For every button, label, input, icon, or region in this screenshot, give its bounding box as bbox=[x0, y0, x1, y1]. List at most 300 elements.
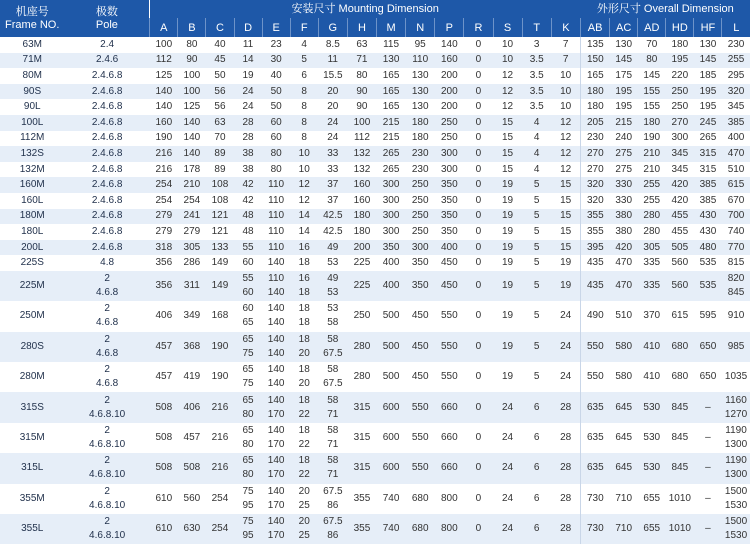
value-cell-c: 45 bbox=[206, 53, 234, 69]
value-cell-l: 815 bbox=[722, 255, 750, 271]
value-cell-e bbox=[262, 301, 290, 331]
value-cell-f: 8 bbox=[290, 115, 318, 131]
value-cell-m: 300 bbox=[377, 193, 406, 209]
value-cell-d-line: 65 bbox=[242, 394, 254, 406]
value-cell-m: 300 bbox=[377, 209, 406, 225]
value-cell-h: 315 bbox=[347, 423, 376, 453]
value-cell-k: 28 bbox=[551, 392, 580, 422]
value-cell-g bbox=[318, 362, 347, 392]
value-cell-b: 349 bbox=[178, 301, 206, 331]
table-row bbox=[0, 115, 750, 131]
value-cell-d bbox=[234, 271, 262, 301]
pole-cell-line: 4.6.8 bbox=[96, 287, 119, 299]
value-cell-p: 800 bbox=[435, 514, 464, 544]
value-cell-a: 279 bbox=[150, 209, 178, 225]
value-cell-m: 165 bbox=[377, 68, 406, 84]
frame-cell: 280S bbox=[0, 332, 64, 362]
value-cell-t: 5 bbox=[522, 362, 551, 392]
value-cell-l bbox=[722, 423, 750, 453]
value-cell-g-line: 67.5 bbox=[323, 516, 343, 528]
value-cell-h: 355 bbox=[347, 514, 376, 544]
value-cell-g bbox=[318, 332, 347, 362]
value-cell-f-line: 22 bbox=[298, 439, 310, 451]
value-cell-f-line: 22 bbox=[298, 469, 310, 481]
value-cell-g-line: 58 bbox=[327, 394, 339, 406]
value-cell-a: 610 bbox=[150, 484, 178, 514]
value-cell-s: 15 bbox=[493, 162, 522, 178]
value-cell-a: 508 bbox=[150, 453, 178, 483]
value-cell-n: 130 bbox=[406, 68, 435, 84]
value-cell-f-line: 18 bbox=[298, 333, 310, 345]
value-cell-l-line: 1300 bbox=[724, 439, 748, 451]
value-cell-r: 0 bbox=[464, 271, 493, 301]
value-cell-d-line: 65 bbox=[242, 455, 254, 467]
value-cell-e-line: 170 bbox=[267, 408, 285, 420]
value-cell-e: 50 bbox=[262, 99, 290, 115]
value-cell-g-line: 58 bbox=[327, 455, 339, 467]
value-cell-c: 121 bbox=[206, 209, 234, 225]
value-cell-ac: 195 bbox=[610, 99, 638, 115]
value-cell-f bbox=[290, 423, 318, 453]
value-cell-b: 140 bbox=[178, 115, 206, 131]
value-cell-d: 42 bbox=[234, 177, 262, 193]
value-cell-r: 0 bbox=[464, 301, 493, 331]
pole-cell: 2.4.6.8 bbox=[64, 115, 149, 131]
value-cell-f: 8 bbox=[290, 99, 318, 115]
value-cell-h: 315 bbox=[347, 392, 376, 422]
value-cell-m: 165 bbox=[377, 99, 406, 115]
pole-header-cn: 极数 bbox=[95, 5, 118, 18]
value-cell-b: 80 bbox=[178, 37, 206, 53]
value-cell-ac: 195 bbox=[610, 84, 638, 100]
value-cell-n: 180 bbox=[406, 115, 435, 131]
value-cell-ad: 155 bbox=[638, 99, 666, 115]
frame-cell: 132S bbox=[0, 146, 64, 162]
value-cell-e: 110 bbox=[262, 209, 290, 225]
value-cell-l bbox=[722, 392, 750, 422]
value-cell-b: 286 bbox=[178, 255, 206, 271]
value-cell-r: 0 bbox=[464, 423, 493, 453]
value-cell-r: 0 bbox=[464, 193, 493, 209]
value-cell-ad: 410 bbox=[638, 332, 666, 362]
value-cell-ac: 380 bbox=[610, 209, 638, 225]
value-cell-c: 108 bbox=[206, 177, 234, 193]
value-cell-g: 49 bbox=[318, 240, 347, 256]
pole-cell-line: 4.6.8.10 bbox=[89, 408, 126, 420]
value-cell-s: 12 bbox=[493, 84, 522, 100]
mounting-dimension-title: 安装尺寸 Mounting Dimension bbox=[150, 0, 581, 18]
value-cell-f-line: 18 bbox=[298, 455, 310, 467]
value-cell-r: 0 bbox=[464, 68, 493, 84]
table-row bbox=[0, 37, 750, 53]
value-cell-g-line: 71 bbox=[327, 439, 339, 451]
value-cell-hf: 195 bbox=[694, 84, 722, 100]
value-cell-k: 24 bbox=[551, 301, 580, 331]
value-cell-m: 300 bbox=[377, 177, 406, 193]
value-cell-b: 508 bbox=[178, 453, 206, 483]
value-cell-d: 28 bbox=[234, 115, 262, 131]
value-cell-b: 140 bbox=[178, 131, 206, 147]
value-cell-r: 0 bbox=[464, 332, 493, 362]
frame-cell: 200L bbox=[0, 240, 64, 256]
value-cell-d-line: 80 bbox=[242, 469, 254, 481]
value-cell-g-line: 67.5 bbox=[323, 347, 343, 359]
value-cell-hd: 220 bbox=[666, 68, 694, 84]
value-cell-n: 250 bbox=[406, 177, 435, 193]
frame-cell: 132M bbox=[0, 162, 64, 178]
table-row bbox=[0, 131, 750, 147]
value-cell-c: 121 bbox=[206, 224, 234, 240]
value-cell-e bbox=[262, 423, 290, 453]
value-cell-e-line: 140 bbox=[267, 425, 285, 437]
value-cell-l: 470 bbox=[722, 146, 750, 162]
value-cell-l-line: 1300 bbox=[724, 469, 748, 481]
value-cell-p: 140 bbox=[435, 37, 464, 53]
value-cell-ab: 320 bbox=[581, 193, 610, 209]
value-cell-t: 4 bbox=[522, 162, 551, 178]
value-cell-h: 225 bbox=[347, 271, 376, 301]
value-cell-k: 19 bbox=[551, 271, 580, 301]
value-cell-g bbox=[318, 301, 347, 331]
value-cell-p: 160 bbox=[435, 53, 464, 69]
value-cell-d-line: 65 bbox=[242, 364, 254, 376]
value-cell-c: 56 bbox=[206, 84, 234, 100]
table-row bbox=[0, 53, 750, 69]
value-cell-l bbox=[722, 514, 750, 544]
value-cell-hf: 535 bbox=[694, 271, 722, 301]
value-cell-e-line: 140 bbox=[267, 317, 285, 329]
value-cell-hf: 195 bbox=[694, 99, 722, 115]
value-cell-g: 8.5 bbox=[318, 37, 347, 53]
pole-cell-line: 2 bbox=[104, 516, 110, 528]
frame-cell: 160L bbox=[0, 193, 64, 209]
value-cell-b: 90 bbox=[178, 53, 206, 69]
value-cell-l: 1035 bbox=[722, 362, 750, 392]
value-cell-l-line: 1530 bbox=[724, 530, 748, 542]
column-header-ab: AB bbox=[581, 18, 610, 37]
value-cell-f-line: 25 bbox=[298, 530, 310, 542]
value-cell-m: 500 bbox=[377, 332, 406, 362]
value-cell-d bbox=[234, 514, 262, 544]
value-cell-k: 15 bbox=[551, 224, 580, 240]
value-cell-f bbox=[290, 392, 318, 422]
value-cell-f: 12 bbox=[290, 193, 318, 209]
value-cell-a: 254 bbox=[150, 177, 178, 193]
value-cell-h: 90 bbox=[347, 99, 376, 115]
pole-cell: 4.8 bbox=[64, 255, 149, 271]
frame-cell: 355L bbox=[0, 514, 64, 544]
value-cell-ab: 270 bbox=[581, 146, 610, 162]
table-row bbox=[0, 224, 750, 240]
frame-cell: 250M bbox=[0, 301, 64, 331]
value-cell-d bbox=[234, 362, 262, 392]
table-row bbox=[0, 193, 750, 209]
table-row bbox=[0, 209, 750, 225]
value-cell-f-line: 25 bbox=[298, 499, 310, 511]
value-cell-g bbox=[318, 453, 347, 483]
value-cell-t: 4 bbox=[522, 115, 551, 131]
value-cell-ac: 380 bbox=[610, 224, 638, 240]
value-cell-s: 19 bbox=[493, 301, 522, 331]
frame-cell: 315S bbox=[0, 392, 64, 422]
value-cell-g-line: 53 bbox=[327, 287, 339, 299]
pole-header-en: Pole bbox=[95, 18, 118, 31]
value-cell-g: 24 bbox=[318, 115, 347, 131]
value-cell-n: 230 bbox=[406, 146, 435, 162]
table-row bbox=[0, 255, 750, 271]
value-cell-d: 14 bbox=[234, 53, 262, 69]
value-cell-ab: 730 bbox=[581, 514, 610, 544]
value-cell-r: 0 bbox=[464, 162, 493, 178]
value-cell-l: 385 bbox=[722, 115, 750, 131]
value-cell-h: 280 bbox=[347, 332, 376, 362]
value-cell-d bbox=[234, 332, 262, 362]
value-cell-t: 5 bbox=[522, 224, 551, 240]
value-cell-g: 37 bbox=[318, 177, 347, 193]
value-cell-hd: 250 bbox=[666, 99, 694, 115]
value-cell-ad: 145 bbox=[638, 68, 666, 84]
value-cell-s: 19 bbox=[493, 255, 522, 271]
value-cell-e: 80 bbox=[262, 162, 290, 178]
pole-cell: 2.4.6.8 bbox=[64, 162, 149, 178]
value-cell-d-line: 75 bbox=[242, 485, 254, 497]
table-row bbox=[0, 301, 750, 331]
value-cell-ab: 205 bbox=[581, 115, 610, 131]
value-cell-h: 112 bbox=[347, 131, 376, 147]
value-cell-hf: – bbox=[694, 392, 722, 422]
value-cell-ac: 580 bbox=[610, 362, 638, 392]
value-cell-e-line: 140 bbox=[267, 378, 285, 390]
value-cell-ab: 550 bbox=[581, 362, 610, 392]
value-cell-b: 368 bbox=[178, 332, 206, 362]
value-cell-a: 406 bbox=[150, 301, 178, 331]
value-cell-e-line: 140 bbox=[267, 364, 285, 376]
value-cell-f: 12 bbox=[290, 177, 318, 193]
value-cell-r: 0 bbox=[464, 99, 493, 115]
pole-cell-line: 2 bbox=[104, 273, 110, 285]
value-cell-ad: 210 bbox=[638, 146, 666, 162]
value-cell-ad: 655 bbox=[638, 514, 666, 544]
column-header-a: A bbox=[150, 18, 178, 37]
value-cell-l: 910 bbox=[722, 301, 750, 331]
value-cell-a: 279 bbox=[150, 224, 178, 240]
value-cell-hf: 480 bbox=[694, 240, 722, 256]
value-cell-hd: 560 bbox=[666, 255, 694, 271]
value-cell-n: 450 bbox=[406, 332, 435, 362]
value-cell-g: 37 bbox=[318, 193, 347, 209]
column-header-ac: AC bbox=[610, 18, 638, 37]
pole-cell-line: 2 bbox=[104, 333, 110, 345]
value-cell-a: 508 bbox=[150, 423, 178, 453]
frame-cell: 90S bbox=[0, 84, 64, 100]
value-cell-f: 14 bbox=[290, 209, 318, 225]
value-cell-a: 160 bbox=[150, 115, 178, 131]
value-cell-hd: 1010 bbox=[666, 514, 694, 544]
value-cell-d bbox=[234, 453, 262, 483]
value-cell-m: 740 bbox=[377, 514, 406, 544]
column-header-s: S bbox=[493, 18, 522, 37]
value-cell-b: 630 bbox=[178, 514, 206, 544]
value-cell-e: 110 bbox=[262, 240, 290, 256]
value-cell-hd: 270 bbox=[666, 115, 694, 131]
value-cell-f: 16 bbox=[290, 240, 318, 256]
value-cell-e bbox=[262, 362, 290, 392]
value-cell-h: 200 bbox=[347, 240, 376, 256]
value-cell-f-line: 20 bbox=[298, 378, 310, 390]
value-cell-s: 24 bbox=[493, 484, 522, 514]
value-cell-hf: – bbox=[694, 484, 722, 514]
value-cell-n: 350 bbox=[406, 255, 435, 271]
value-cell-l: 985 bbox=[722, 332, 750, 362]
value-cell-r: 0 bbox=[464, 514, 493, 544]
pole-cell bbox=[64, 332, 149, 362]
table-row bbox=[0, 177, 750, 193]
value-cell-b: 254 bbox=[178, 193, 206, 209]
value-cell-t: 5 bbox=[522, 177, 551, 193]
value-cell-n: 250 bbox=[406, 193, 435, 209]
value-cell-t: 6 bbox=[522, 453, 551, 483]
value-cell-n: 110 bbox=[406, 53, 435, 69]
value-cell-ab: 180 bbox=[581, 99, 610, 115]
value-cell-s: 19 bbox=[493, 209, 522, 225]
pole-cell bbox=[64, 271, 149, 301]
value-cell-n: 550 bbox=[406, 423, 435, 453]
table-row bbox=[0, 514, 750, 544]
value-cell-l-line: 1500 bbox=[724, 485, 748, 497]
value-cell-n: 95 bbox=[406, 37, 435, 53]
value-cell-ad: 530 bbox=[638, 453, 666, 483]
value-cell-m: 400 bbox=[377, 271, 406, 301]
value-cell-k: 10 bbox=[551, 99, 580, 115]
value-cell-ad: 280 bbox=[638, 209, 666, 225]
value-cell-ad: 80 bbox=[638, 53, 666, 69]
value-cell-n: 300 bbox=[406, 240, 435, 256]
value-cell-a: 140 bbox=[150, 99, 178, 115]
value-cell-g: 33 bbox=[318, 146, 347, 162]
value-cell-l: 700 bbox=[722, 209, 750, 225]
value-cell-s: 19 bbox=[493, 362, 522, 392]
value-cell-e bbox=[262, 514, 290, 544]
value-cell-r: 0 bbox=[464, 392, 493, 422]
pole-cell bbox=[64, 301, 149, 331]
table-row bbox=[0, 453, 750, 483]
value-cell-ad: 255 bbox=[638, 177, 666, 193]
pole-cell-line: 2 bbox=[104, 485, 110, 497]
value-cell-e bbox=[262, 271, 290, 301]
value-cell-d: 24 bbox=[234, 99, 262, 115]
value-cell-g: 15.5 bbox=[318, 68, 347, 84]
value-cell-h: 160 bbox=[347, 177, 376, 193]
value-cell-n: 450 bbox=[406, 362, 435, 392]
value-cell-ad: 280 bbox=[638, 224, 666, 240]
value-cell-e: 60 bbox=[262, 115, 290, 131]
value-cell-d-line: 75 bbox=[242, 378, 254, 390]
frame-cell: 112M bbox=[0, 131, 64, 147]
value-cell-p: 300 bbox=[435, 146, 464, 162]
value-cell-hd: 680 bbox=[666, 362, 694, 392]
value-cell-b: 279 bbox=[178, 224, 206, 240]
value-cell-hf: 650 bbox=[694, 362, 722, 392]
pole-cell-line: 4.6.8 bbox=[96, 347, 119, 359]
value-cell-p: 660 bbox=[435, 392, 464, 422]
column-header-hd: HD bbox=[666, 18, 694, 37]
value-cell-h: 80 bbox=[347, 68, 376, 84]
value-cell-a: 356 bbox=[150, 271, 178, 301]
value-cell-l: 345 bbox=[722, 99, 750, 115]
value-cell-hd: 560 bbox=[666, 271, 694, 301]
value-cell-d bbox=[234, 423, 262, 453]
value-cell-p: 400 bbox=[435, 240, 464, 256]
value-cell-k: 24 bbox=[551, 362, 580, 392]
frame-cell: 100L bbox=[0, 115, 64, 131]
value-cell-p: 450 bbox=[435, 271, 464, 301]
value-cell-e: 50 bbox=[262, 84, 290, 100]
frame-header bbox=[0, 0, 64, 37]
value-cell-b: 560 bbox=[178, 484, 206, 514]
value-cell-p: 200 bbox=[435, 68, 464, 84]
value-cell-c: 149 bbox=[206, 255, 234, 271]
value-cell-h: 280 bbox=[347, 362, 376, 392]
value-cell-p: 660 bbox=[435, 453, 464, 483]
value-cell-d: 42 bbox=[234, 193, 262, 209]
value-cell-hf: 385 bbox=[694, 177, 722, 193]
value-cell-d: 28 bbox=[234, 131, 262, 147]
value-cell-f-line: 16 bbox=[298, 273, 310, 285]
value-cell-a: 318 bbox=[150, 240, 178, 256]
value-cell-c: 190 bbox=[206, 332, 234, 362]
value-cell-ab: 135 bbox=[581, 37, 610, 53]
value-cell-l-line: 1190 bbox=[725, 455, 747, 467]
value-cell-f: 8 bbox=[290, 84, 318, 100]
pole-cell-line: 4.6.8 bbox=[96, 317, 119, 329]
value-cell-ac: 275 bbox=[610, 162, 638, 178]
value-cell-f: 10 bbox=[290, 162, 318, 178]
value-cell-ad: 370 bbox=[638, 301, 666, 331]
value-cell-g: 42.5 bbox=[318, 224, 347, 240]
value-cell-e bbox=[262, 332, 290, 362]
value-cell-s: 19 bbox=[493, 332, 522, 362]
value-cell-f bbox=[290, 514, 318, 544]
value-cell-e: 80 bbox=[262, 146, 290, 162]
value-cell-l bbox=[722, 453, 750, 483]
value-cell-l: 400 bbox=[722, 131, 750, 147]
value-cell-b: 125 bbox=[178, 99, 206, 115]
value-cell-f-line: 18 bbox=[298, 317, 310, 329]
value-cell-ab: 635 bbox=[581, 392, 610, 422]
value-cell-hf: 595 bbox=[694, 301, 722, 331]
value-cell-ac: 145 bbox=[610, 53, 638, 69]
value-cell-hd: 845 bbox=[666, 392, 694, 422]
value-cell-t: 4 bbox=[522, 131, 551, 147]
value-cell-e-line: 140 bbox=[267, 455, 285, 467]
value-cell-t: 5 bbox=[522, 255, 551, 271]
value-cell-a: 100 bbox=[150, 37, 178, 53]
value-cell-ab: 395 bbox=[581, 240, 610, 256]
value-cell-hd: 680 bbox=[666, 332, 694, 362]
value-cell-g: 20 bbox=[318, 99, 347, 115]
value-cell-ac: 645 bbox=[610, 423, 638, 453]
value-cell-c: 70 bbox=[206, 131, 234, 147]
value-cell-b: 100 bbox=[178, 84, 206, 100]
value-cell-l-line: 1500 bbox=[724, 516, 748, 528]
value-cell-hf: 535 bbox=[694, 255, 722, 271]
value-cell-ad: 335 bbox=[638, 271, 666, 301]
value-cell-hd: 300 bbox=[666, 131, 694, 147]
value-cell-a: 216 bbox=[150, 146, 178, 162]
value-cell-r: 0 bbox=[464, 209, 493, 225]
value-cell-l bbox=[722, 484, 750, 514]
column-header-n: N bbox=[406, 18, 435, 37]
